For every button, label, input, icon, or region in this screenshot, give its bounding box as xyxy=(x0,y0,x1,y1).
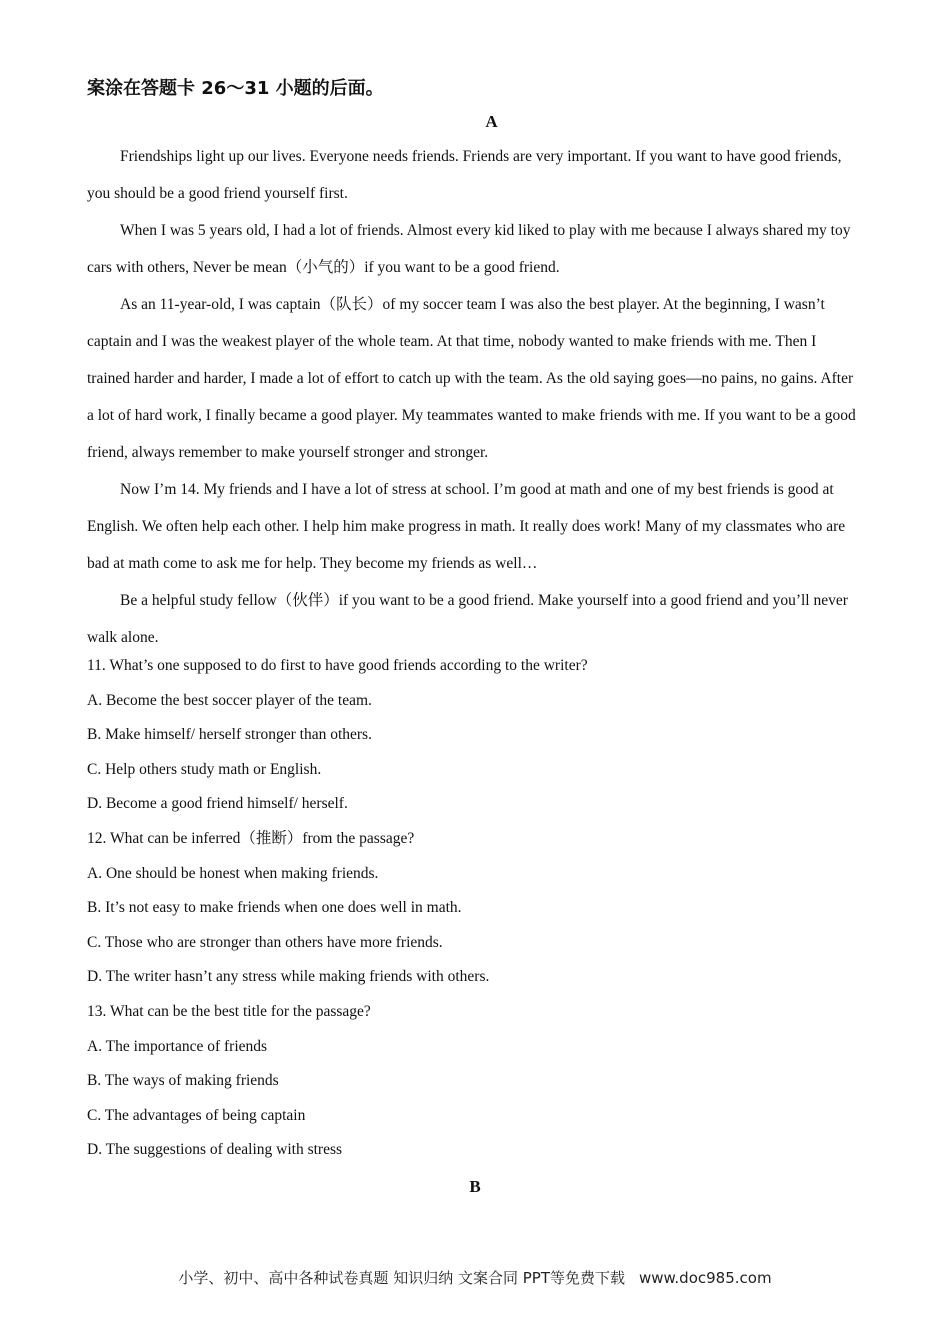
question-12 xyxy=(87,822,862,995)
option-a: A. Become the best soccer player of the team. xyxy=(87,691,372,709)
question-stem: 12. What can be inferred（推断）from the passage? xyxy=(87,829,415,847)
question-list xyxy=(87,649,862,1168)
paragraph: Friendships light up our lives. Everyone needs friends. Friends are very important. If you want to have good friends, you should be a good friend yourself first. xyxy=(87,148,842,202)
footer-text: 小学、初中、高中各种试卷真题 知识归纳 文案合同 PPT等免费下载 xyxy=(178,1269,625,1287)
option-d: D. The writer hasn’t any stress while making friends with others. xyxy=(87,968,490,986)
option-b: B. It’s not easy to make friends when one does well in math. xyxy=(87,899,462,917)
option-d: D. The suggestions of dealing with stress xyxy=(87,1141,343,1159)
paragraph: When I was 5 years old, I had a lot of friends. Almost every kid liked to play with me because I always shared my toy cars with others, Never be mean（小气的）if you want to be a good friend. xyxy=(87,222,851,276)
option-b: B. The ways of making friends xyxy=(87,1072,279,1090)
question-11 xyxy=(87,649,862,822)
option-a: A. One should be honest when making friends. xyxy=(87,864,379,882)
paragraph: Now I’m 14. My friends and I have a lot of stress at school. I’m good at math and one of my best friends is good at English. We often help each other. I help him make progress in math. It really does work! Many of my classmates who are bad at math come to ask me for help. They become my friends as well… xyxy=(87,481,846,572)
paragraph: As an 11-year-old, I was captain（队长）of my soccer team I was also the best player. At the beginning, I wasn’t captain and I was the weakest player of the whole team. At that time, nobody wanted to make friends with me. Then I trained harder and harder, I made a lot of effort to catch up with the team. As the old saying goes—no pains, no gains. After a lot of hard work, I finally became a good player. My teammates wanted to make friends with me. If you want to be a good friend, always remember to make yourself stronger and stronger. xyxy=(87,296,856,461)
section-b-title: B xyxy=(469,1177,481,1196)
paragraph: Be a helpful study fellow（伙伴）if you want to be a good friend. Make yourself into a good friend and you’ll never walk alone. xyxy=(87,592,848,646)
option-c: C. The advantages of being captain xyxy=(87,1106,306,1124)
option-d: D. Become a good friend himself/ herself. xyxy=(87,795,348,813)
option-c: C. Help others study math or English. xyxy=(87,760,322,778)
question-stem: 11. What’s one supposed to do first to have good friends according to the writer? xyxy=(87,657,588,674)
option-a: A. The importance of friends xyxy=(87,1037,268,1055)
option-c: C. Those who are stronger than others have more friends. xyxy=(87,933,443,951)
page-footer xyxy=(0,1267,950,1288)
footer-site-link[interactable]: www.doc985.com xyxy=(638,1269,772,1287)
option-b: B. Make himself/ herself stronger than others. xyxy=(87,726,372,744)
section-a-title: A xyxy=(485,112,498,131)
question-stem: 13. What can be the best title for the passage? xyxy=(87,1002,371,1020)
question-13 xyxy=(87,995,862,1168)
passage-a xyxy=(87,138,862,656)
intro-line: 案涂在答题卡 26～31 小题的后面。 xyxy=(87,78,384,99)
